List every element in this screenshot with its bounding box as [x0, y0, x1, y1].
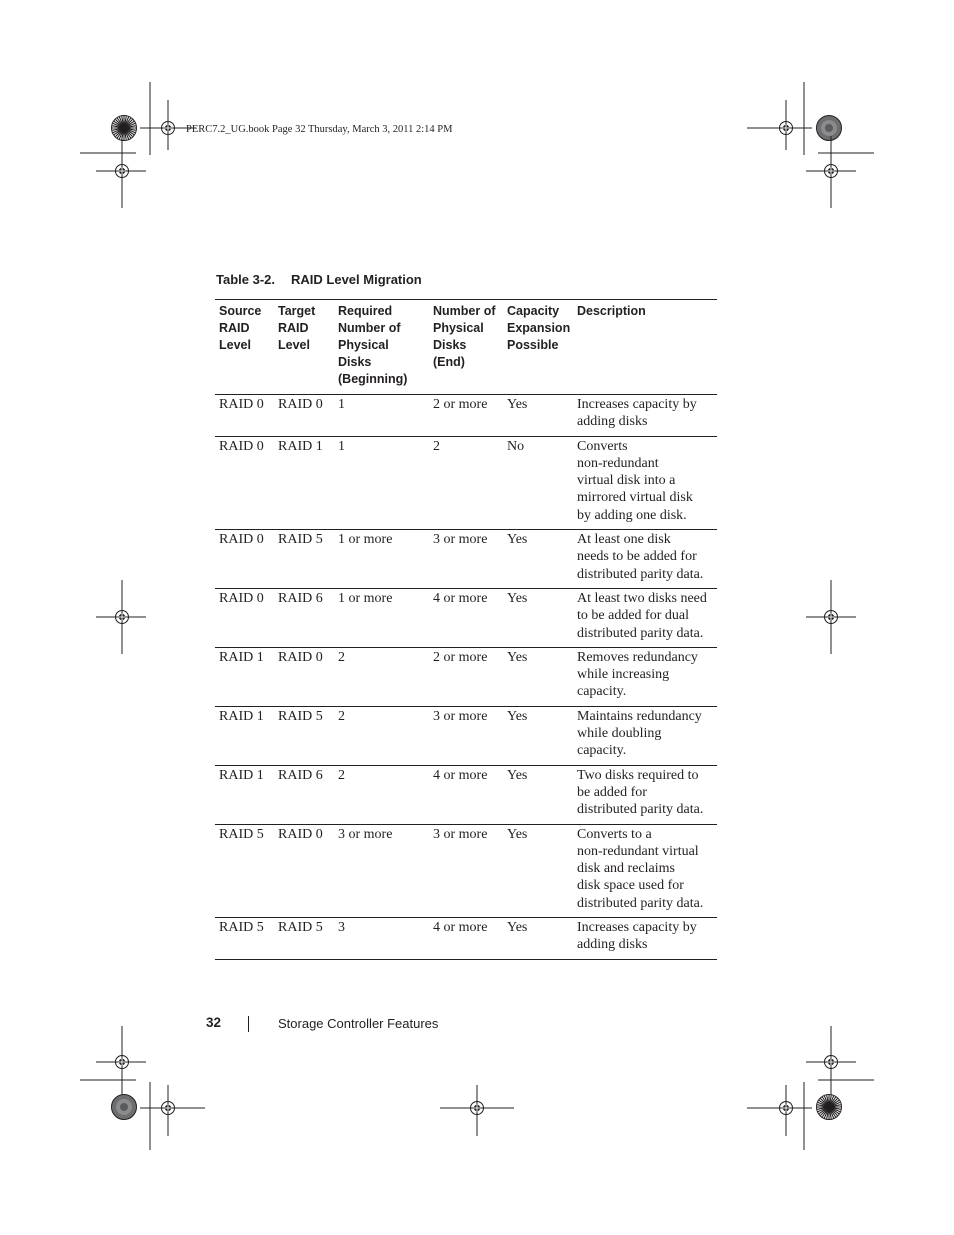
header-row: [215, 300, 717, 395]
cell-source-raid-level: RAID 1: [215, 765, 274, 824]
cell-source-raid-level: RAID 5: [215, 824, 274, 917]
description-line: to be added for dual: [577, 608, 689, 624]
description-line: while increasing: [577, 667, 670, 683]
registration-mark-icon: [806, 1026, 874, 1098]
starburst-target-icon: [112, 116, 137, 141]
cell-description: [573, 706, 717, 765]
description-line: Increases capacity by: [577, 920, 697, 936]
registration-mark-icon: [80, 1026, 146, 1098]
registration-mark-icon: [96, 580, 146, 654]
footer-divider: [248, 1016, 249, 1032]
starburst-target-icon: [112, 1095, 137, 1120]
cell-target-raid-level: RAID 6: [274, 588, 334, 647]
cell-capacity-expansion-possible: Yes: [503, 706, 573, 765]
description-line: distributed parity data.: [577, 566, 704, 582]
cell-required-disks-beginning: 2: [334, 647, 429, 706]
cell-capacity-expansion-possible: Yes: [503, 765, 573, 824]
cell-required-disks-beginning: 3: [334, 918, 429, 960]
description-line: disk space used for: [577, 878, 684, 894]
description-line: Converts to a: [577, 826, 652, 842]
description-line: Increases capacity by: [577, 397, 697, 412]
cell-source-raid-level: RAID 0: [215, 436, 274, 529]
registration-mark-icon: [747, 1082, 812, 1150]
table-row: [215, 824, 717, 917]
description-line: mirrored virtual disk: [577, 490, 693, 506]
cell-source-raid-level: RAID 0: [215, 530, 274, 589]
cell-capacity-expansion-possible: Yes: [503, 395, 573, 437]
column-header-line: Number of: [338, 321, 401, 335]
cell-disks-end: 4 or more: [429, 765, 503, 824]
cell-disks-end: 3 or more: [429, 706, 503, 765]
column-header-description: [573, 300, 717, 395]
raid-migration-table: [215, 299, 717, 960]
cell-required-disks-beginning: 1 or more: [334, 530, 429, 589]
table-row: [215, 647, 717, 706]
column-header-line: Description: [577, 304, 646, 318]
cell-description: [573, 436, 717, 529]
table-row: [215, 436, 717, 529]
description-line: non-redundant virtual: [577, 843, 699, 859]
cell-required-disks-beginning: 1: [334, 436, 429, 529]
cell-disks-end: 2 or more: [429, 647, 503, 706]
cell-required-disks-beginning: 2: [334, 706, 429, 765]
cell-description: [573, 647, 717, 706]
cell-capacity-expansion-possible: No: [503, 436, 573, 529]
cell-disks-end: 3 or more: [429, 824, 503, 917]
cell-disks-end: 3 or more: [429, 530, 503, 589]
cell-disks-end: 4 or more: [429, 918, 503, 960]
cell-target-raid-level: RAID 0: [274, 647, 334, 706]
table-row: [215, 706, 717, 765]
column-header-target-raid-level: [274, 300, 334, 395]
registration-mark-icon: [440, 1085, 514, 1136]
footer-section-title: Storage Controller Features: [278, 1016, 439, 1031]
column-header-line: Level: [278, 338, 310, 352]
column-header-line: Source: [219, 304, 262, 318]
cell-source-raid-level: RAID 5: [215, 918, 274, 960]
registration-mark-icon: [140, 1082, 205, 1150]
description-line: capacity.: [577, 743, 627, 759]
column-header-line: Capacity: [507, 304, 560, 318]
cell-target-raid-level: RAID 1: [274, 436, 334, 529]
cell-required-disks-beginning: 1 or more: [334, 588, 429, 647]
column-header-line: Expansion: [507, 321, 571, 335]
column-header-line: Level: [219, 338, 251, 352]
description-line: At least one disk: [577, 532, 671, 548]
cell-source-raid-level: RAID 1: [215, 706, 274, 765]
table-row: [215, 530, 717, 589]
description-line: disk and reclaims: [577, 861, 675, 877]
print-header: PERC7.2_UG.book Page 32 Thursday, March 3, 2011 2:14 PM: [186, 124, 453, 135]
cell-description: [573, 588, 717, 647]
column-header-line: Possible: [507, 338, 559, 352]
description-line: needs to be added for: [577, 549, 697, 565]
registration-mark-icon: [806, 136, 874, 208]
column-header-line: Target: [278, 304, 316, 318]
cell-required-disks-beginning: 3 or more: [334, 824, 429, 917]
cell-source-raid-level: RAID 0: [215, 588, 274, 647]
description-line: adding disks: [577, 937, 648, 953]
cell-required-disks-beginning: 2: [334, 765, 429, 824]
cell-capacity-expansion-possible: Yes: [503, 588, 573, 647]
registration-mark-icon: [140, 82, 196, 155]
column-header-required-disks-beginning: [334, 300, 429, 395]
cell-description: [573, 530, 717, 589]
description-line: virtual disk into a: [577, 473, 676, 489]
description-line: non-redundant: [577, 455, 659, 471]
column-header-capacity-expansion-possible: [503, 300, 573, 395]
cell-source-raid-level: RAID 0: [215, 395, 274, 437]
table-caption-number: Table 3-2.: [216, 272, 276, 287]
cell-target-raid-level: RAID 5: [274, 530, 334, 589]
description-line: distributed parity data.: [577, 802, 704, 818]
table-caption-title: RAID Level Migration: [291, 272, 422, 287]
column-header-line: Physical Disks: [338, 338, 389, 369]
table-body: [215, 395, 717, 960]
column-header-line: Required: [338, 304, 393, 318]
cell-target-raid-level: RAID 0: [274, 395, 334, 437]
page-number: 32: [206, 1015, 222, 1030]
column-header-line: (Beginning): [338, 372, 408, 386]
registration-mark-icon: [747, 82, 812, 155]
registration-mark-icon: [806, 580, 856, 654]
table-row: [215, 765, 717, 824]
cell-target-raid-level: RAID 5: [274, 918, 334, 960]
table-caption: [216, 272, 422, 287]
starburst-target-icon: [817, 116, 842, 141]
cell-target-raid-level: RAID 6: [274, 765, 334, 824]
table-header: [215, 300, 717, 395]
column-header-line: Number of: [433, 304, 496, 318]
table-row: [215, 918, 717, 960]
description-line: by adding one disk.: [577, 507, 687, 523]
cell-description: [573, 395, 717, 437]
column-header-line: RAID: [278, 321, 309, 335]
description-line: At least two disks need: [577, 590, 707, 606]
description-line: adding disks: [577, 414, 648, 430]
starburst-target-icon: [817, 1095, 842, 1120]
cell-target-raid-level: RAID 0: [274, 824, 334, 917]
cell-disks-end: 4 or more: [429, 588, 503, 647]
description-line: Two disks required to: [577, 767, 699, 783]
description-line: capacity.: [577, 684, 627, 700]
column-header-source-raid-level: [215, 300, 274, 395]
cell-capacity-expansion-possible: Yes: [503, 530, 573, 589]
cell-target-raid-level: RAID 5: [274, 706, 334, 765]
cell-capacity-expansion-possible: Yes: [503, 824, 573, 917]
cell-disks-end: 2 or more: [429, 395, 503, 437]
description-line: Removes redundancy: [577, 649, 698, 665]
table-row: [215, 588, 717, 647]
registration-mark-icon: [80, 136, 146, 208]
cell-disks-end: 2: [429, 436, 503, 529]
description-line: while doubling: [577, 726, 662, 742]
description-line: distributed parity data.: [577, 625, 704, 641]
cell-capacity-expansion-possible: Yes: [503, 647, 573, 706]
cell-capacity-expansion-possible: Yes: [503, 918, 573, 960]
column-header-line: Physical: [433, 321, 484, 335]
cell-source-raid-level: RAID 1: [215, 647, 274, 706]
column-header-disks-end: [429, 300, 503, 395]
cell-required-disks-beginning: 1: [334, 395, 429, 437]
description-line: be added for: [577, 784, 647, 800]
column-header-line: Disks (End): [433, 338, 467, 369]
cell-description: [573, 824, 717, 917]
description-line: distributed parity data.: [577, 895, 704, 911]
table-row: [215, 395, 717, 437]
cell-description: [573, 918, 717, 960]
description-line: Maintains redundancy: [577, 708, 702, 724]
column-header-line: RAID: [219, 321, 250, 335]
description-line: Converts: [577, 438, 628, 454]
cell-description: [573, 765, 717, 824]
